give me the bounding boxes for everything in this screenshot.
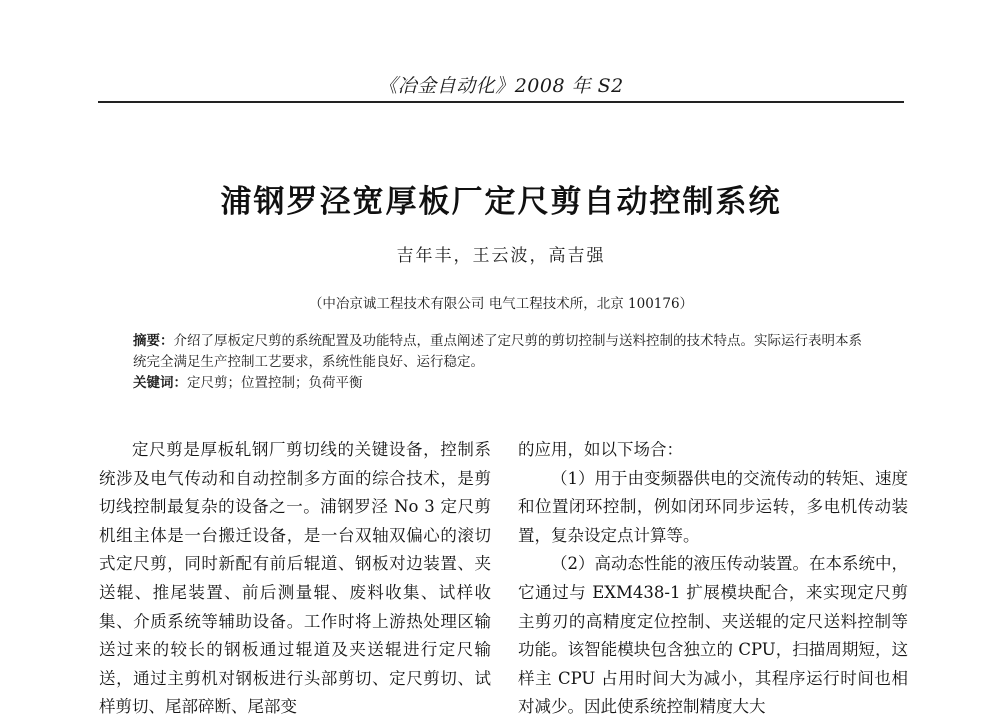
abstract-text: 介绍了厚板定尺剪的系统配置及功能特点，重点阐述了定尺剪的剪切控制与送料控制的技术特点。实际运行表明本系统完全满足生产控制工艺要求，系统性能良好、运行稳定。 <box>133 333 862 370</box>
author-list: 吉年丰，王云波，高吉强 <box>396 246 606 266</box>
body-paragraph: 的应用，如以下场合： <box>518 440 683 459</box>
abstract-label: 摘要： <box>133 333 174 349</box>
author-affiliation: （中冶京诚工程技术有限公司 电气工程技术所，北京 100176） <box>308 296 694 312</box>
abstract-paragraph <box>133 331 873 373</box>
journal-running-head: 《冶金自动化》2008 年 S2 <box>378 75 624 97</box>
body-column-left <box>99 436 491 722</box>
abstract-section <box>133 331 873 394</box>
header-divider <box>98 101 904 103</box>
paper-title: 浦钢罗泾宽厚板厂定尺剪自动控制系统 <box>220 184 782 220</box>
keywords-label: 关键词： <box>133 375 187 391</box>
body-paragraph: （2）高动态性能的液压传动装置。在本系统中，它通过与 EXM438-1 扩展模块配合，来实现定尺剪主剪刃的高精度定位控制、夹送辊的定尺送料控制等功能。该智能模块包含独立的 CPU，扫描周期短，这样主 CPU 占用时间大为减小，其程序运行时间也相对减少。因此使系统控制精度大大 <box>518 554 908 717</box>
keywords-text: 定尺剪；位置控制；负荷平衡 <box>187 375 363 391</box>
body-paragraph: 定尺剪是厚板轧钢厂剪切线的关键设备，控制系统涉及电气传动和自动控制多方面的综合技术，是剪切线控制最复杂的设备之一。浦钢罗泾 No 3 定尺剪机组主体是一台搬迁设备，是一台双轴双偏心的滚切式定尺剪，同时新配有前后辊道、钢板对边装置、夹送辊、推尾装置、前后测量辊、废料收集、试样收集、介质系统等辅助设备。工作时将上游热处理区输送过来的较长的钢板通过辊道及夹送辊进行定尺输送，通过主剪机对钢板进行头部剪切、定尺剪切、试样剪切、尾部碎断、尾部变 <box>99 440 491 717</box>
body-column-right <box>518 436 908 722</box>
keywords-paragraph <box>133 373 873 394</box>
body-paragraph: （1）用于由变频器供电的交流传动的转矩、速度和位置闭环控制，例如闭环同步运转，多电机传动装置，复杂设定点计算等。 <box>518 468 908 545</box>
